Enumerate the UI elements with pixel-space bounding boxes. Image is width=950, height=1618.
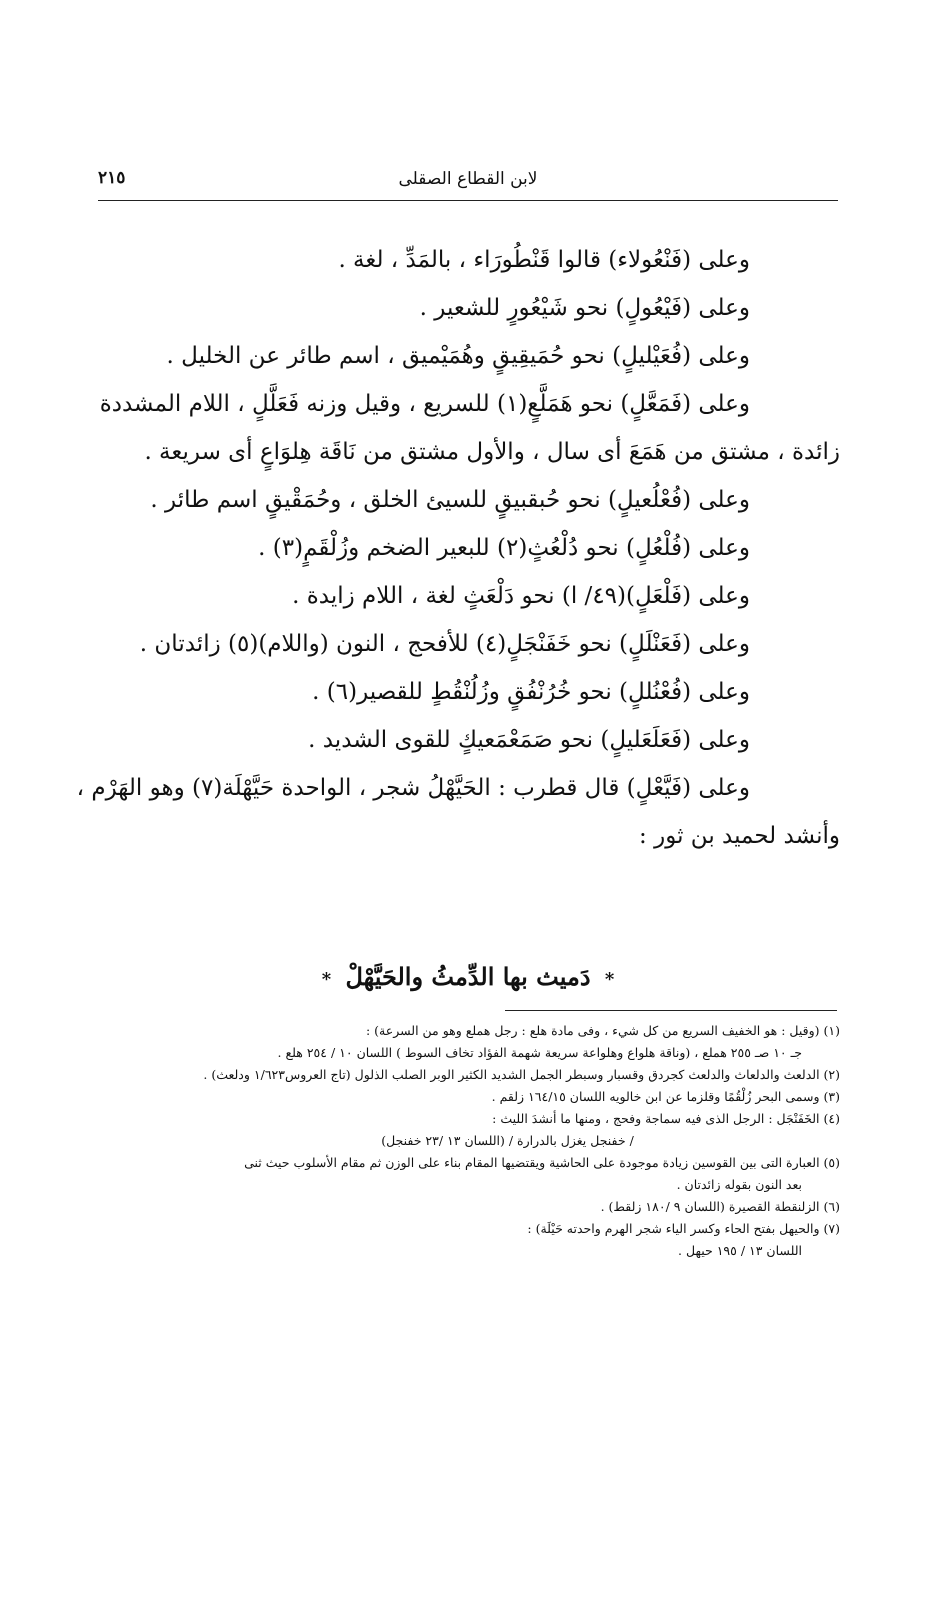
- text-line: وأنشد لحميد بن ثور :: [639, 823, 840, 849]
- text-line: وعلى (فَنْعُولاء) قالوا قَنْطُورَاء ، بالمَدِّ ، لغة .: [338, 247, 750, 273]
- text-line: وعلى (فُعَيْليلٍ) نحو حُمَيقِيقٍ وهُمَيْميق ، اسم طائر عن الخليل .: [166, 343, 750, 369]
- header-rule: [98, 200, 838, 201]
- footnote-line: بعد النون بقوله زائدتان .: [676, 1177, 802, 1192]
- page-number: ٢١٥: [98, 168, 126, 188]
- text-line: وعلى (فَعَلَعَليلٍ) نحو صَمَعْمَعيكٍ للقوى الشديد .: [308, 727, 750, 753]
- footnote-line: (١) (وقيل : هو الخفيف السريع من كل شيء ، وفى مادة هلع : رجل هملع وهو من السرعة) :: [365, 1023, 840, 1038]
- text-line: وعلى (فَيَّعْلٍ) قال قطرب : الحَيَّهْلُ شجر ، الواحدة حَيَّهْلَة(٧) وهو الهَرْم ،: [76, 775, 750, 801]
- footnote-line: جـ ١٠ صـ ٢٥٥ هملع ، (وناقة هلواع وهلواعة سريعة شهمة الفؤاد تخاف السوط ) اللسان ١٠ / ٢٥٤ هلع .: [277, 1045, 802, 1060]
- footnote-line: (٥) العبارة التى بين القوسين زيادة موجودة على الحاشية ويقتضيها المقام بناء على الوزن ثم مقام الأسلوب حيث ثنى: [244, 1155, 840, 1170]
- running-header: [98, 162, 838, 196]
- poetry-verse: [98, 962, 838, 991]
- footnote-line: (٦) الزلنقطة القصيرة (اللسان ٩ /١٨٠ زلقط) .: [600, 1199, 840, 1214]
- verse-text: دَميث بها الدِّمثُ والحَيَّهْلْ: [345, 962, 591, 991]
- text-line: وعلى (فَلْعَلٍ)(٤٩/ ا) نحو دَلْعَثٍ لغة ، اللام زايدة .: [292, 583, 750, 609]
- footnotes: [95, 1020, 840, 1262]
- verse-star-right: *: [604, 969, 615, 990]
- footnote-line: (٤) الخَفَنْجَل : الرجل الذى فيه سماجة وفحج ، ومنها ما أنشدَ الليث :: [492, 1111, 840, 1126]
- text-line: وعلى (فُعْنُللٍ) نحو خُرُنْفُقٍ وزُلُنْقُطٍ للقصير(٦) .: [312, 679, 750, 705]
- footnote-line: / خفنجل يغزل بالدرارة / (اللسان ١٣ /٢٣ خفنجل): [381, 1133, 634, 1148]
- text-line: وعلى (فُعْلُعيلٍ) نحو حُبقبيقٍ للسيئ الخلق ، وحُمَقْيقٍ اسم طائر .: [150, 487, 750, 513]
- text-line: وعلى (فَيْعُولٍ) نحو شَيْعُورٍ للشعير .: [419, 295, 750, 321]
- main-text: [76, 236, 840, 860]
- verse-star-left: *: [321, 969, 332, 990]
- text-line: زائدة ، مشتق من هَمَعَ أى سال ، والأول مشتق من نَاقَة هِلوَاعٍ أى سريعة .: [144, 439, 840, 465]
- footnote-line: (٧) والحيهل بفتح الحاء وكسر الياء شجر الهرم واحدته حَيْلَة) :: [527, 1221, 840, 1236]
- text-line: وعلى (فَمَعَّلٍ) نحو هَمَلَّعٍ(١) للسريع ، وقيل وزنه فَعَلَّلٍ ، اللام المشددة: [99, 391, 750, 417]
- text-line: وعلى (فُلْعُلٍ) نحو دُلْعُثٍ(٢) للبعير الضخم وزُلْقَمٍ(٣) .: [258, 535, 750, 561]
- footnote-line: (٣) وسمى البحر زُلْقُمًا وقلزما عن ابن خالويه اللسان ١٦٤/١٥ زلقم .: [491, 1089, 840, 1104]
- footnote-line: (٢) الدلعث والدلعاث والدلعث كجردق وقسبار وسبطر الجمل الشديد الكثير الوبر الصلب الذلول (تاج العروس١/٦٢٣ ودلعث) .: [203, 1067, 840, 1082]
- text-line: وعلى (فَعَنْلَلٍ) نحو خَفَنْجَلٍ(٤) للأفحج ، النون (واللام)(٥) زائدتان .: [139, 631, 750, 657]
- footnote-line: اللسان ١٣ / ١٩٥ حيهل .: [678, 1243, 802, 1258]
- running-title: لابن القطاع الصقلى: [398, 169, 538, 189]
- footnote-separator: [505, 1010, 837, 1011]
